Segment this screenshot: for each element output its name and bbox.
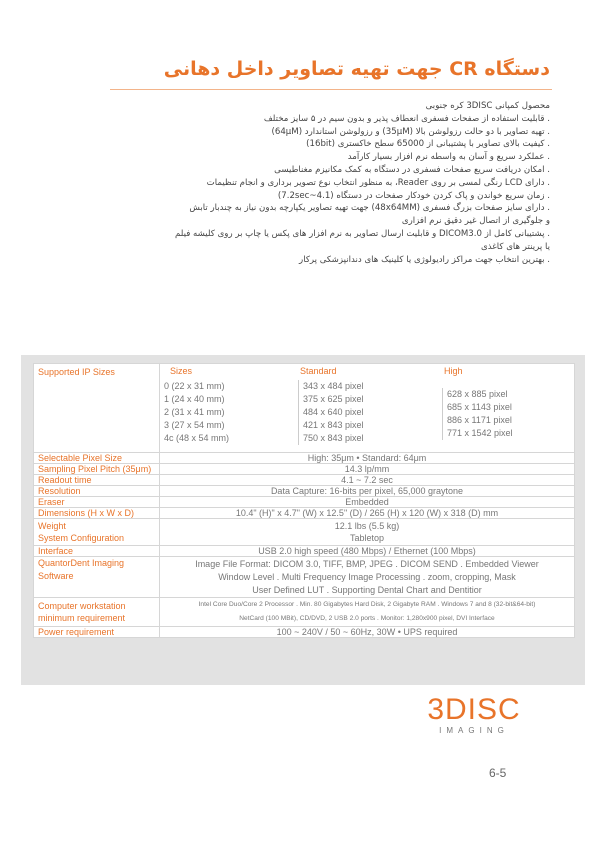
feature-line: . کیفیت بالای تصاویر با پشتیبانی از 65000 سطح خاکستری (16bit)	[306, 139, 550, 150]
workstation-line: Intel Core Duo/Core 2 Processor . Min. 80 Gigabytes Hard Disk, 2 Gigabyte RAM . Windows 7 and 8 (32-bit&64-bit)	[198, 601, 536, 608]
weight-label-line: Weight	[38, 521, 66, 531]
table-row	[34, 557, 575, 598]
feature-line: . پشتیبانی کامل از DICOM3.0 و قابلیت ارسال تصاویر به نرم افزار های پکس یا چاپ بر روی کلیشه فیلم	[175, 228, 550, 239]
page-number: 6-5	[489, 766, 507, 780]
row-label: Dimensions (H x W x D)	[34, 508, 160, 519]
row-label: Power requirement	[34, 627, 160, 638]
sizes-column	[164, 365, 229, 445]
workstation-value	[160, 598, 575, 627]
standard-value: 343 x 484 pixel	[303, 381, 364, 391]
table-row	[34, 497, 575, 508]
feature-line: . دارای سایز صفحات بزرگ فسفری (48x64MM) جهت تهیه تصاویر یکپارچه بدون نیاز به چندبار تابش	[189, 203, 550, 214]
software-line: Window Level . Multi Frequency Image Processing . zoom, cropping, Mask	[218, 571, 516, 582]
software-value	[160, 557, 575, 598]
size-value: 2 (31 x 41 mm)	[164, 407, 225, 417]
feature-line: . امکان دریافت سریع صفحات فسفری در دستگاه به کمک مکانیزم مغناطیسی	[274, 164, 550, 175]
table-row	[34, 546, 575, 557]
standard-value: 375 x 625 pixel	[303, 394, 364, 404]
feature-line: . تهیه تصاویر با دو حالت رزولوشن بالا (35μM) و رزولوشن استاندارد (64μM)	[271, 126, 550, 137]
feature-line: . قابلیت استفاده از صفحات فسفری انعطاف پذیر و بدون سیم در ۵ سایز مختلف	[263, 113, 550, 124]
row-value: 100 ~ 240V / 50 ~ 60Hz, 30W • UPS required	[160, 627, 575, 638]
table-row	[34, 486, 575, 497]
row-value: 10.4" (H)" x 4.7" (W) x 12.5" (D) / 265 (H) x 120 (W) x 318 (D) mm	[160, 508, 575, 519]
standard-column	[298, 365, 364, 445]
row-value: Embedded	[160, 497, 575, 508]
row-label: Selectable Pixel Size	[34, 453, 160, 464]
workstation-label	[34, 598, 160, 627]
row-label: Readout time	[34, 475, 160, 486]
title-divider	[110, 89, 552, 90]
sizes-header: Sizes	[170, 366, 193, 376]
table-row	[34, 364, 575, 453]
feature-line: . دارای LCD رنگی لمسی بر روی Reader، به منظور انتخاب نوع تصویر برداری و انجام تنظیمات	[206, 177, 550, 188]
size-value: 0 (22 x 31 mm)	[164, 381, 225, 391]
standard-value: 750 x 843 pixel	[303, 433, 364, 443]
row-label: Eraser	[34, 497, 160, 508]
software-label	[34, 557, 160, 598]
software-line: Image File Format: DICOM 3.0, TIFF, BMP, JPEG . DICOM SEND . Embedded Viewer	[195, 558, 539, 569]
system-config-value-line: Tabletop	[349, 533, 385, 543]
row-value: Data Capture: 16-bits per pixel, 65,000 graytone	[160, 486, 575, 497]
software-label-line: QuantorDent Imaging	[38, 558, 125, 568]
high-header: High	[444, 366, 463, 376]
ip-sizes-label: Supported IP Sizes	[34, 364, 160, 453]
workstation-line: NetCard (100 MBit), CD/DVD, 2 USB 2.0 ports . Monitor: 1,280x900 pixel, DVI Interface	[239, 615, 495, 622]
table-row	[34, 519, 575, 546]
feature-line: . بهترین انتخاب جهت مراکز رادیولوژی یا کلینیک های دندانپزشکی پرکار	[299, 254, 550, 265]
brand-logo	[419, 694, 529, 736]
size-value: 3 (27 x 54 mm)	[164, 420, 225, 430]
row-value: 14.3 lp/mm	[160, 464, 575, 475]
feature-line: یا پرینتر های کاغذی	[481, 241, 550, 252]
logo-subtitle: IMAGING	[439, 726, 509, 735]
weight-label	[34, 519, 160, 546]
ip-sizes-cell	[160, 364, 575, 453]
row-label: Resolution	[34, 486, 160, 497]
size-value: 4c (48 x 54 mm)	[164, 433, 230, 443]
table-row	[34, 508, 575, 519]
standard-value: 484 x 640 pixel	[303, 407, 364, 417]
high-value: 628 x 885 pixel	[447, 389, 508, 399]
high-column	[442, 365, 513, 440]
feature-line: محصول کمپانی 3DISC کره جنوبی	[425, 101, 550, 111]
workstation-label-line: minimum requirement	[38, 613, 126, 623]
feature-line: . زمان سریع خواندن و پاک کردن خودکار صفحات در دستگاه (4.1~7.2sec)	[277, 190, 550, 201]
feature-line: و جلوگیری از اتصال غیر دقیق نرم افزاری	[401, 216, 550, 227]
logo-wordmark: 3DISC	[427, 693, 521, 726]
row-value: High: 35μm • Standard: 64μm	[160, 453, 575, 464]
row-label: Sampling Pixel Pitch (35μm)	[34, 464, 160, 475]
row-value: 4.1 ~ 7.2 sec	[160, 475, 575, 486]
software-label-line: Software	[38, 571, 74, 581]
page-title: دستگاه CR جهت تهیه تصاویر داخل دهانی	[163, 58, 550, 80]
workstation-label-line: Computer workstation	[38, 601, 126, 611]
table-row	[34, 453, 575, 464]
spec-table	[33, 363, 575, 638]
weight-value-line: 12.1 lbs (5.5 kg)	[334, 521, 400, 531]
row-label: Interface	[34, 546, 160, 557]
high-value: 685 x 1143 pixel	[447, 402, 512, 412]
table-row	[34, 627, 575, 638]
feature-list	[80, 100, 550, 266]
high-value: 886 x 1171 pixel	[447, 415, 512, 425]
weight-value	[160, 519, 575, 546]
table-row	[34, 475, 575, 486]
high-value: 771 x 1542 pixel	[447, 428, 513, 438]
table-row	[34, 464, 575, 475]
size-value: 1 (24 x 40 mm)	[164, 394, 225, 404]
row-value: USB 2.0 high speed (480 Mbps) / Ethernet (100 Mbps)	[160, 546, 575, 557]
feature-line: . عملکرد سریع و آسان به واسطه نرم افزار بسیار کارآمد	[347, 152, 550, 163]
table-row	[34, 598, 575, 627]
software-line: User Defined LUT . Supporting Dental Chart and Dentitior	[252, 584, 482, 595]
system-config-label-line: System Configuration	[38, 533, 125, 543]
standard-header: Standard	[300, 366, 337, 376]
standard-value: 421 x 843 pixel	[303, 420, 364, 430]
